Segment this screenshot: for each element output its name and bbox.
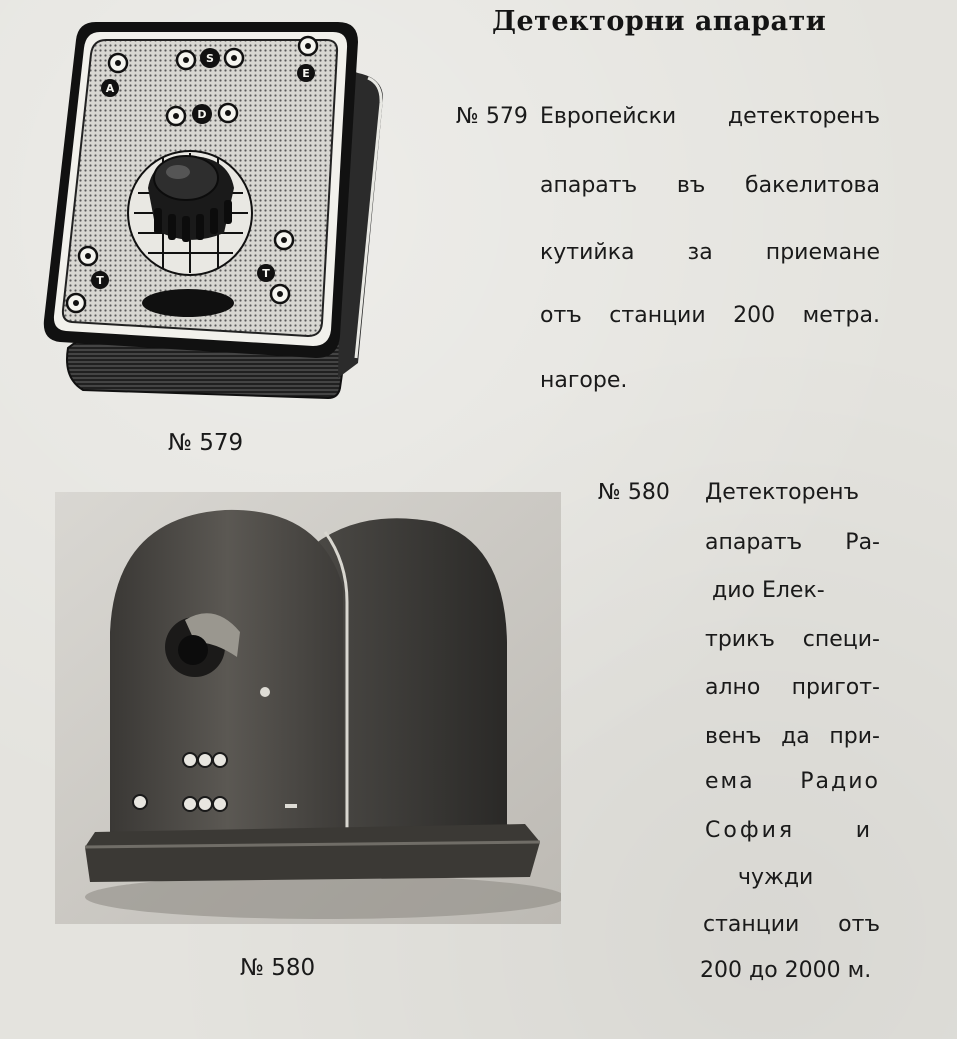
panel-letter-s: S	[206, 52, 214, 65]
radio-electric-detector-photo	[55, 492, 561, 924]
item-580-line-11: 200 до 2000 м.	[700, 958, 872, 983]
panel-letter-d: D	[197, 108, 207, 121]
item-580-line-3: дио Елек-	[712, 578, 825, 603]
panel-letter-e: E	[302, 67, 310, 80]
item-579-line-2: апаратъ въ бакелитова	[540, 173, 880, 198]
item-579-line-4: отъ станции 200 метра.	[540, 303, 880, 328]
page-title: Детекторни апарати	[492, 6, 827, 37]
item-580-line-6: венъ да при-	[705, 724, 880, 749]
item-579-line-5: нагоре.	[540, 368, 628, 393]
panel-letter-t-left: T	[96, 274, 104, 287]
figure-579-caption: № 579	[168, 430, 244, 456]
tuning-dial-icon	[128, 151, 252, 275]
item-580-line-4: трикъ специ-	[705, 627, 880, 652]
item-580-line-7: ема Радио	[705, 769, 880, 794]
figure-580-caption: № 580	[240, 955, 316, 981]
panel-letter-a: A	[105, 82, 115, 95]
item-580-line-10: станции отъ	[703, 912, 880, 937]
item-579-number: № 579	[456, 104, 528, 129]
item-580-line-1: Детекторенъ	[705, 480, 860, 505]
item-579-line-3: кутийка за приемане	[540, 240, 880, 265]
item-580-line-5: ално пригот-	[705, 675, 880, 700]
panel-letter-t-right: T	[262, 267, 270, 280]
item-580-line-9: чужди	[738, 865, 814, 890]
item-580-line-2: апаратъ Ра-	[705, 530, 880, 555]
item-580-number: № 580	[598, 480, 670, 505]
detector-box-illustration	[38, 18, 388, 408]
item-580-line-8: София и	[705, 818, 873, 843]
item-579-line-1: Европейски детекторенъ	[540, 104, 880, 129]
